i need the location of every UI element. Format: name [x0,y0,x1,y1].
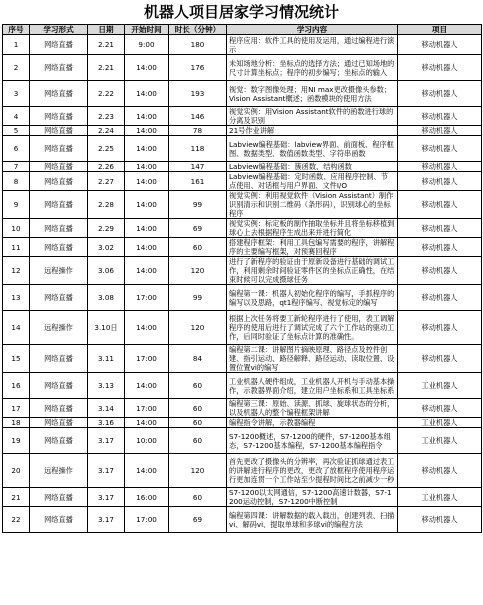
table-row [3,399,482,418]
row-study-form: 远程操作 [30,311,88,345]
row-duration: 78 [169,126,227,136]
row-project: 移动机器人 [398,107,482,126]
row-content: Labview编程基础：定时函数、应用程序控制、节点使用、对话框与用户界面、文件I/O [227,172,398,191]
row-start-time: 14:00 [125,418,169,428]
row-duration: 193 [169,81,227,107]
row-study-form: 网络直播 [30,488,88,507]
row-number: 3 [3,81,30,107]
row-study-form: 网络直播 [30,191,88,219]
row-number: 7 [3,162,30,172]
header-start: 开始时间 [125,25,169,35]
header-content: 学习内容 [227,25,398,35]
row-project: 移动机器人 [398,507,482,533]
table-row [3,285,482,311]
row-start-time: 10:00 [125,428,169,454]
table-row [3,219,482,238]
row-date: 2.21 [88,35,125,55]
row-duration: 99 [169,285,227,311]
row-date: 3.10日 [88,311,125,345]
row-content: Labview编程基础：簇函数、结构函数 [227,162,398,172]
header-form: 学习形式 [30,25,88,35]
row-start-time: 17:00 [125,345,169,373]
row-duration: 118 [169,136,227,162]
row-study-form: 网络直播 [30,35,88,55]
row-number: 8 [3,172,30,191]
row-study-form: 远程操作 [30,454,88,488]
row-number: 5 [3,126,30,136]
row-project: 工业机器人 [398,488,482,507]
table-row [3,55,482,81]
row-number: 16 [3,373,30,399]
row-project: 移动机器人 [398,285,482,311]
table-row [3,126,482,136]
row-content: 编程第四课：讲解数据的载入载出，创建列表、扫描vi、解码vi、提取单球和多球vi的编程方法 [227,507,398,533]
row-content: 21号作业讲解 [227,126,398,136]
row-content: Labview编程基础：labview界面、前面板、程序框图、数据类型、数值函数类型、字符串函数 [227,136,398,162]
row-project: 移动机器人 [398,126,482,136]
row-duration: 60 [169,488,227,507]
header-date: 日期 [88,25,125,35]
row-start-time: 14:00 [125,107,169,126]
row-date: 3.13 [88,373,125,399]
row-start-time: 16:00 [125,488,169,507]
table-row [3,238,482,257]
table-row [3,454,482,488]
row-start-time: 14:00 [125,238,169,257]
row-duration: 120 [169,454,227,488]
row-content: S7-1200概述，S7-1200的硬件，S7-1200基本组态，S7-1200基本编程，S7-1200基本编程指令 [227,428,398,454]
row-project: 移动机器人 [398,136,482,162]
row-start-time: 14:00 [125,81,169,107]
header-no: 序号 [3,25,30,35]
row-project: 移动机器人 [398,238,482,257]
row-content: 视觉实例：标定板的制作抽取坐标并且将坐标移植到球心上去根据程序生成出来并进行简化 [227,219,398,238]
row-project: 工业机器人 [398,428,482,454]
table-row [3,418,482,428]
row-number: 11 [3,238,30,257]
row-study-form: 网络直播 [30,162,88,172]
row-start-time: 14:00 [125,55,169,81]
row-content: 编程第一课：机器人初始化程序的编写，手抓程序的编写以及思路，qt1程序编写、视觉标定的编写 [227,285,398,311]
row-start-time: 14:00 [125,172,169,191]
row-date: 3.17 [88,488,125,507]
row-content: 编程第三课：原始、读源、抓球、旋球状态的分析，以及机器人的整个编程框架讲解 [227,399,398,418]
row-study-form: 网络直播 [30,418,88,428]
row-number: 21 [3,488,30,507]
row-project: 移动机器人 [398,219,482,238]
row-study-form: 网络直播 [30,107,88,126]
row-study-form: 网络直播 [30,136,88,162]
row-number: 17 [3,399,30,418]
row-study-form: 网络直播 [30,399,88,418]
row-duration: 180 [169,35,227,55]
row-duration: 69 [169,507,227,533]
row-study-form: 网络直播 [30,428,88,454]
row-number: 9 [3,191,30,219]
row-study-form: 网络直播 [30,55,88,81]
row-project: 移动机器人 [398,162,482,172]
header-project: 项目 [398,25,482,35]
table-row [3,35,482,55]
row-duration: 99 [169,191,227,219]
row-number: 6 [3,136,30,162]
study-record-table [2,24,482,533]
row-start-time: 14:00 [125,126,169,136]
table-row [3,172,482,191]
row-duration: 120 [169,257,227,285]
row-date: 2.24 [88,126,125,136]
row-project: 移动机器人 [398,55,482,81]
row-number: 1 [3,35,30,55]
row-content: 视觉实例：利用视觉软件（Vision Assistant）制作识别清示和识别二维码（条形码），识别球心的坐标程序 [227,191,398,219]
row-project: 工业机器人 [398,373,482,399]
row-duration: 69 [169,219,227,238]
row-duration: 60 [169,428,227,454]
row-number: 13 [3,285,30,311]
row-content: 搭建程序框架：利用工具包编写需要的程序，讲解程序的主要编写框架，对预赛回程序 [227,238,398,257]
row-date: 3.11 [88,345,125,373]
row-content: S7-1200以太网通信，S7-1200高速计数器，S7-1200运动控制，S7-1200中断控制 [227,488,398,507]
row-date: 2.28 [88,191,125,219]
row-project: 移动机器人 [398,311,482,345]
row-start-time: 14:00 [125,162,169,172]
row-date: 3.02 [88,238,125,257]
row-project: 移动机器人 [398,257,482,285]
row-number: 19 [3,428,30,454]
row-date: 2.22 [88,81,125,107]
row-number: 2 [3,55,30,81]
table-row [3,136,482,162]
row-date: 2.23 [88,107,125,126]
row-study-form: 网络直播 [30,285,88,311]
row-study-form: 网络直播 [30,219,88,238]
row-project: 移动机器人 [398,399,482,418]
row-study-form: 网络直播 [30,172,88,191]
row-date: 3.14 [88,399,125,418]
row-date: 3.17 [88,454,125,488]
row-duration: 60 [169,238,227,257]
table-row [3,507,482,533]
row-number: 12 [3,257,30,285]
row-start-time: 17:00 [125,507,169,533]
row-date: 2.27 [88,172,125,191]
row-start-time: 14:00 [125,373,169,399]
row-content: 首先更改了摄像头的分辨率，再次验证抓球通过表工的讲解进行程序的更改，更改了放框程序使用程序运行更加连贯一个工作站至少提程时间比之前减少一秒 [227,454,398,488]
table-row [3,428,482,454]
table-row [3,311,482,345]
row-content: 视觉实例：用Vision Assistant软件的函数进行球的分离及识别 [227,107,398,126]
row-duration: 60 [169,373,227,399]
row-duration: 120 [169,311,227,345]
row-study-form: 网络直播 [30,345,88,373]
row-duration: 176 [169,55,227,81]
row-study-form: 远程操作 [30,257,88,285]
row-date: 3.06 [88,257,125,285]
row-number: 4 [3,107,30,126]
row-study-form: 网络直播 [30,507,88,533]
table-row [3,373,482,399]
row-number: 20 [3,454,30,488]
row-duration: 84 [169,345,227,373]
row-start-time: 14:00 [125,311,169,345]
row-start-time: 14:00 [125,257,169,285]
row-number: 14 [3,311,30,345]
row-start-time: 14:00 [125,136,169,162]
table-row [3,162,482,172]
row-project: 移动机器人 [398,191,482,219]
row-number: 15 [3,345,30,373]
row-number: 18 [3,418,30,428]
row-date: 3.16 [88,418,125,428]
row-date: 2.25 [88,136,125,162]
table-row [3,488,482,507]
row-project: 工业机器人 [398,418,482,428]
row-date: 3.08 [88,285,125,311]
row-start-time: 14:00 [125,191,169,219]
row-date: 2.21 [88,55,125,81]
table-row [3,107,482,126]
header-row [3,25,482,35]
row-project: 移动机器人 [398,345,482,373]
row-content: 编程指令讲解，示教器编程 [227,418,398,428]
row-start-time: 17:00 [125,399,169,418]
row-project: 移动机器人 [398,81,482,107]
row-content: 进行了新程序的验证由于原新设备进行基础的调试工作，利用剩余时间验证零件区的坐标点正确性，在结束时候可以完成摄球任务 [227,257,398,285]
row-duration: 147 [169,162,227,172]
row-study-form: 网络直播 [30,238,88,257]
row-project: 移动机器人 [398,35,482,55]
row-date: 3.17 [88,507,125,533]
row-content: 视觉：数字图像处理；用NI max更改摄像头参数；Vision Assistant概述；函数模块的使用方法 [227,81,398,107]
row-project: 移动机器人 [398,454,482,488]
row-content: 根据上次任务将要工新轮程序进行了使用，表工调解程序的使用后进行了调试完成了六个工作站的驱动工作，后同时验证了坐标点计算的准确性。 [227,311,398,345]
row-start-time: 9:00 [125,35,169,55]
row-study-form: 网络直播 [30,373,88,399]
row-date: 2.26 [88,162,125,172]
table-row [3,257,482,285]
row-content: 未知场地分析：坐标点的选择方法；通过已知场地的尺寸计算坐标点；程序的初步编写；坐标点的输入 [227,55,398,81]
row-study-form: 网络直播 [30,126,88,136]
row-content: 编程第二课：讲解图片摘映原理、路径点及控件创建、指引运动、路径解释、路径运动、读取位置、设置位置vi的编写 [227,345,398,373]
row-start-time: 14:00 [125,454,169,488]
row-study-form: 网络直播 [30,81,88,107]
row-start-time: 14:00 [125,219,169,238]
row-date: 2.29 [88,219,125,238]
row-project: 移动机器人 [398,172,482,191]
row-number: 10 [3,219,30,238]
row-date: 3.17 [88,428,125,454]
row-duration: 60 [169,399,227,418]
document-title: 机器人项目居家学习情况统计 [143,3,339,21]
row-duration: 60 [169,418,227,428]
table-row [3,345,482,373]
row-duration: 161 [169,172,227,191]
header-duration: 时长（分钟） [169,25,227,35]
row-content: 工业机器人硬件组成，工业机器人开机与手动基本操作，示教器界面介绍，建立用户坐标系和工具坐标系 [227,373,398,399]
table-row [3,81,482,107]
row-duration: 146 [169,107,227,126]
table-row [3,191,482,219]
row-start-time: 17:00 [125,285,169,311]
row-content: 程序应用：软件工具的使用及运用，通过编程进行演示 [227,35,398,55]
row-number: 22 [3,507,30,533]
